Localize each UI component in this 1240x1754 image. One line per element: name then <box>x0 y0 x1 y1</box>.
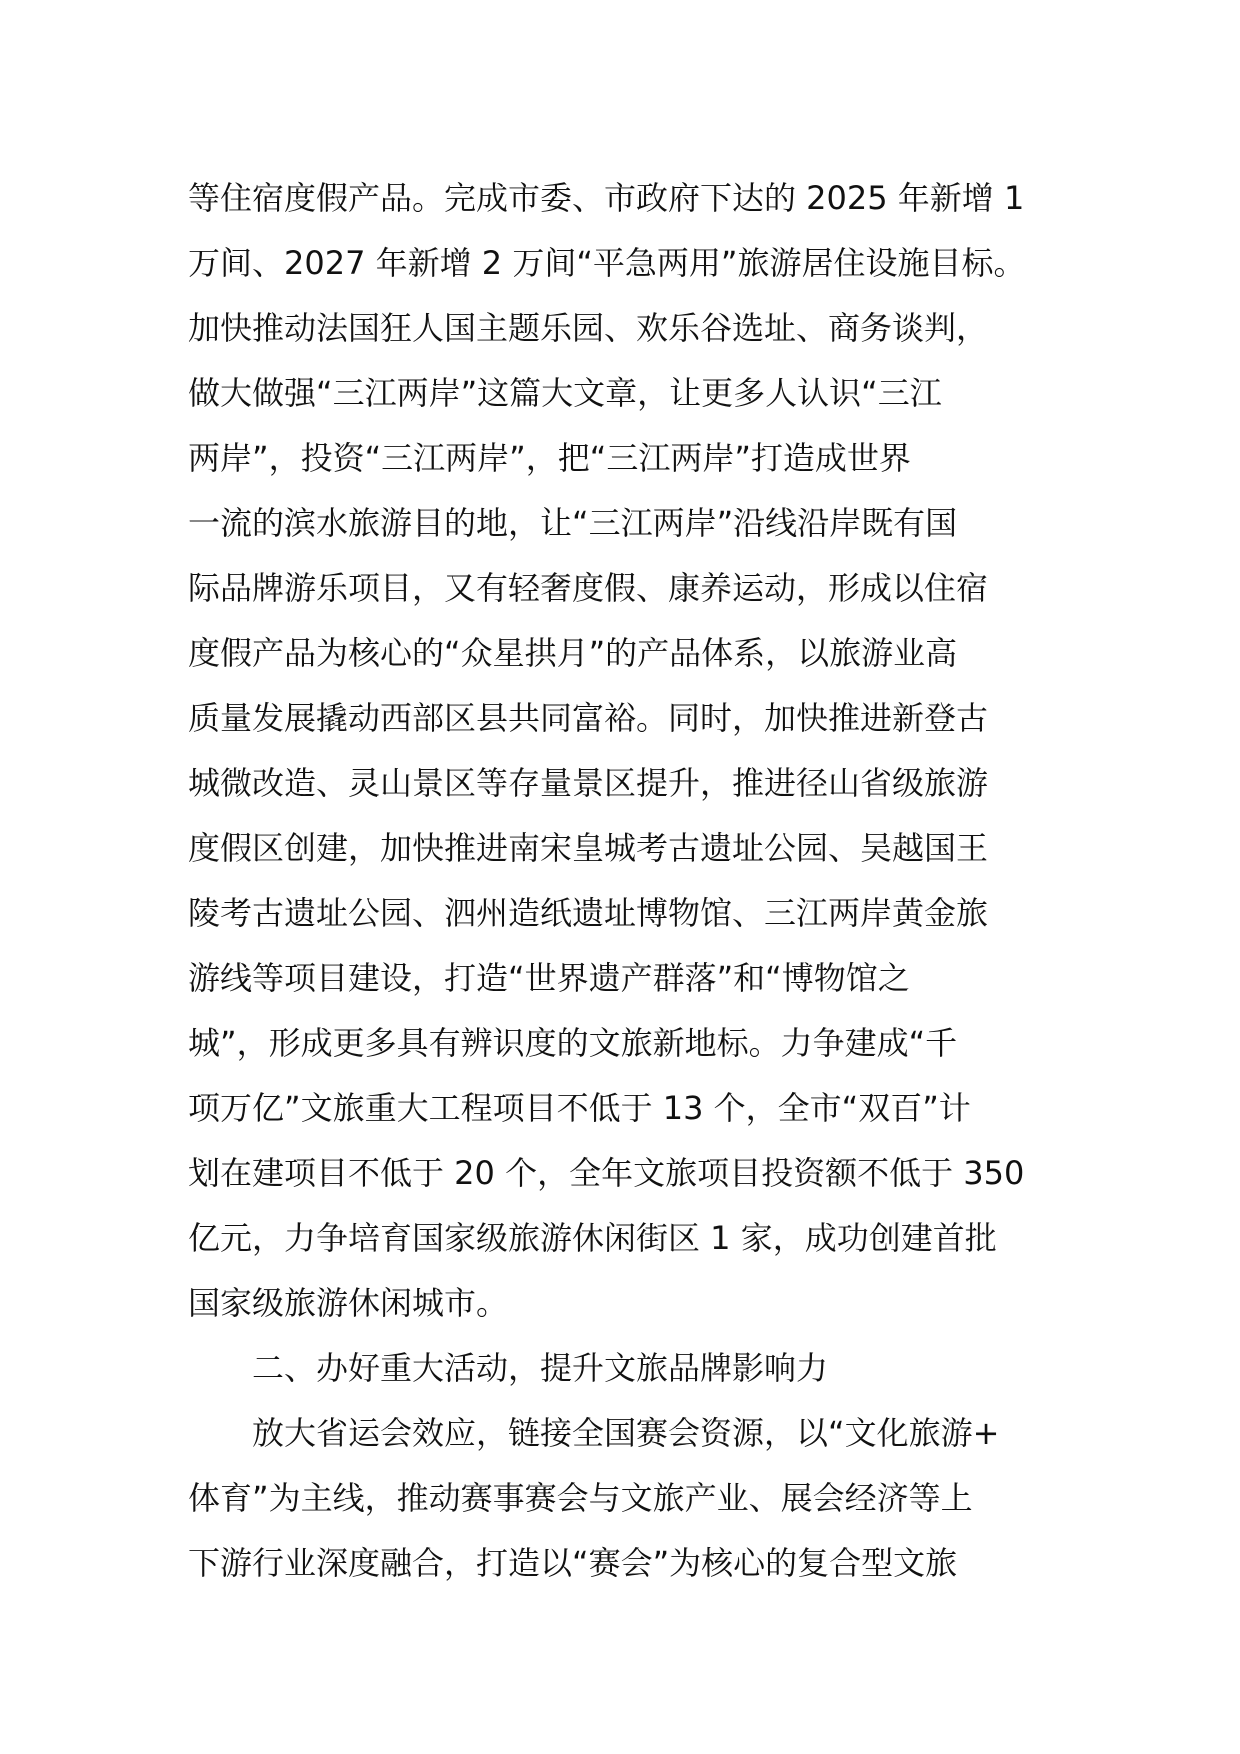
text-line: 万间、2027 年新增 2 万间“平急两用”旅游居住设施目标。 <box>188 244 1026 282</box>
text-line: 城微改造、灵山景区等存量景区提升，推进径山省级旅游 <box>188 764 989 802</box>
text-line: 度假区创建，加快推进南宋皇城考古遗址公园、吴越国王 <box>188 829 989 867</box>
text-line: 国家级旅游休闲城市。 <box>188 1284 509 1322</box>
text-line: 体育”为主线，推动赛事赛会与文旅产业、展会经济等上 <box>188 1479 973 1517</box>
text-line: 加快推动法国狂人国主题乐园、欢乐谷选址、商务谈判， <box>188 309 989 347</box>
text-line: 项万亿”文旅重大工程项目不低于 13 个，全市“双百”计 <box>188 1089 971 1127</box>
text-line: 质量发展撬动西部区县共同富裕。同时，加快推进新登古 <box>188 699 989 737</box>
text-line: 两岸”，投资“三江两岸”，把“三江两岸”打造成世界 <box>188 439 911 477</box>
text-line: 等住宿度假产品。完成市委、市政府下达的 2025 年新增 1 <box>188 179 1025 217</box>
text-line: 城”，形成更多具有辨识度的文旅新地标。力争建成“千 <box>188 1024 958 1062</box>
section-heading: 二、办好重大活动，提升文旅品牌影响力 <box>252 1349 829 1387</box>
text-line: 下游行业深度融合，打造以“赛会”为核心的复合型文旅 <box>188 1544 958 1582</box>
text-line: 划在建项目不低于 20 个，全年文旅项目投资额不低于 350 <box>188 1154 1025 1192</box>
text-line: 际品牌游乐项目，又有轻奢度假、康养运动，形成以住宿 <box>188 569 989 607</box>
text-line: 亿元，力争培育国家级旅游休闲街区 1 家，成功创建首批 <box>188 1219 997 1257</box>
paragraph-first-line: 放大省运会效应，链接全国赛会资源，以“文化旅游+ <box>252 1414 1000 1452</box>
body-text <box>188 166 1068 1596</box>
text-line: 游线等项目建设，打造“世界遗产群落”和“博物馆之 <box>188 959 910 997</box>
text-line: 度假产品为核心的“众星拱月”的产品体系，以旅游业高 <box>188 634 958 672</box>
text-line: 一流的滨水旅游目的地，让“三江两岸”沿线沿岸既有国 <box>188 504 958 542</box>
text-line: 做大做强“三江两岸”这篇大文章，让更多人认识“三江 <box>188 374 942 412</box>
text-line: 陵考古遗址公园、泗州造纸遗址博物馆、三江两岸黄金旅 <box>188 894 989 932</box>
